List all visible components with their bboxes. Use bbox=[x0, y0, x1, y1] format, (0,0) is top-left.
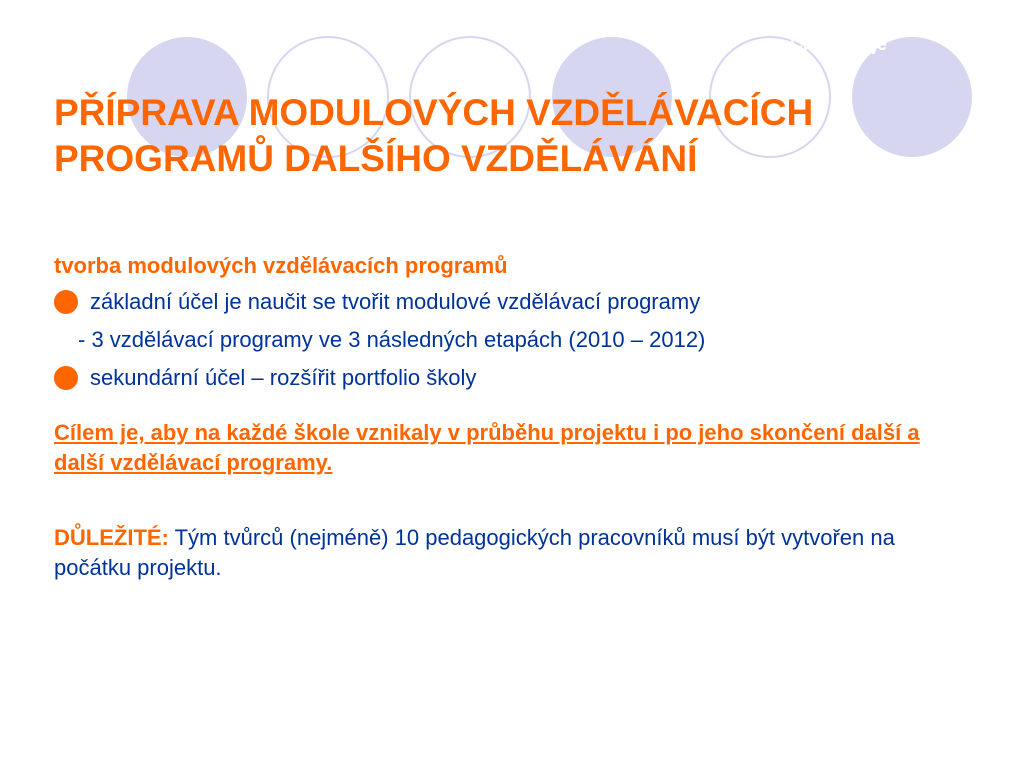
goal-statement: Cílem je, aby na každé škole vznikaly v průběhu projektu i po jeho skončení další a další vzdělávací programy. bbox=[54, 420, 920, 475]
bullet-text-2: sekundární účel – rozšířit portfolio školy bbox=[90, 365, 477, 390]
header-tag: Cíle y proje bbox=[790, 34, 888, 54]
bullet-text-1: základní účel je naučit se tvořit modulové vzdělávací programy bbox=[90, 289, 701, 314]
bullet-item-2 bbox=[54, 358, 974, 398]
subheading: tvorba modulových vzdělávacích programů bbox=[54, 253, 508, 278]
important-note bbox=[54, 523, 974, 583]
slide-content bbox=[54, 250, 974, 583]
bullet-dot-icon bbox=[54, 366, 78, 390]
important-label: DŮLEŽITÉ: bbox=[54, 525, 169, 550]
bullet-dot-icon bbox=[54, 290, 78, 314]
bullet-item-1 bbox=[54, 282, 974, 322]
slide-title: PŘÍPRAVA MODULOVÝCH VZDĚLÁVACÍCH PROGRAMŮ DALŠÍHO VZDĚLÁVÁNÍ bbox=[54, 92, 814, 179]
bullet-sub-item: - 3 vzdělávací programy ve 3 následných etapách (2010 – 2012) bbox=[78, 327, 706, 352]
important-text: Tým tvůrců (nejméně) 10 pedagogických pracovníků musí být vytvořen na počátku projektu. bbox=[54, 525, 895, 580]
